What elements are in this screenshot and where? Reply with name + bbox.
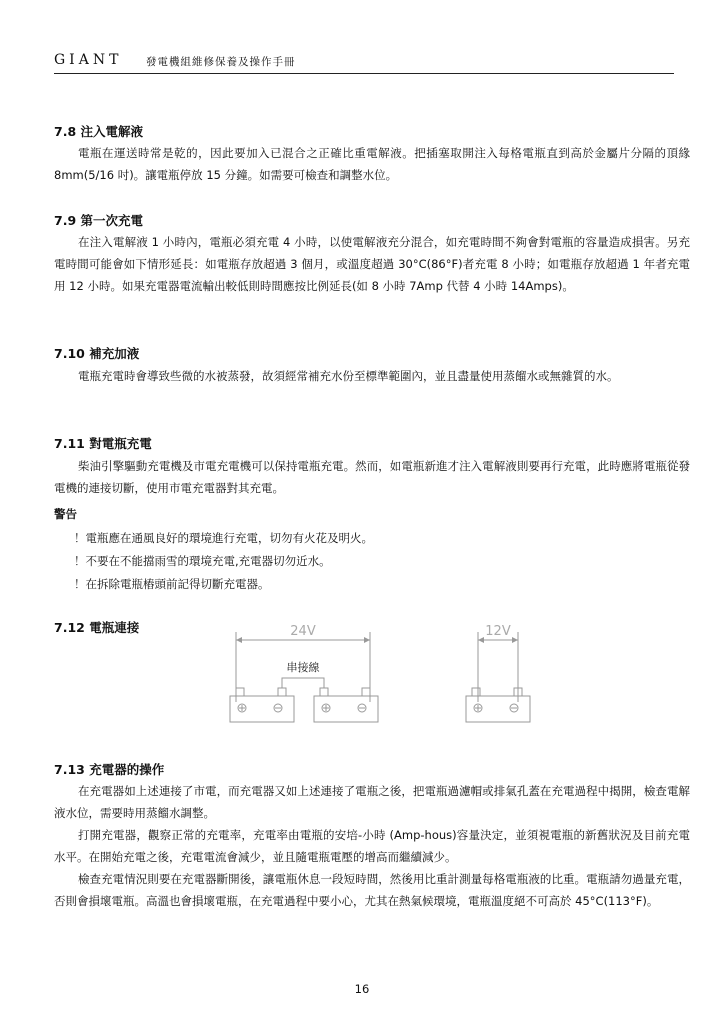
paragraph: 柴油引擎驅動充電機及市電充電機可以保持電瓶充電。然而，如電瓶新進才注入電解液則要再行充電，此時應將電瓶從發電機的連接切斷，使用市電充電器對其充電。	[54, 459, 690, 495]
section-title-7-11: 7.11 對電瓶充電	[54, 436, 152, 451]
series-wire-label: 串接線	[286, 661, 320, 674]
label-12v: 12V	[485, 624, 511, 639]
paragraph: 在充電器如上述連接了市電，而充電器又如上述連接了電瓶之後，把電瓶過濾帽或排氣孔蓋在充電過程中揭開，檢查電解液水位，需要時用蒸餾水調整。	[54, 784, 690, 820]
warning-item: ！電瓶應在通風良好的環境進行充電，切勿有火花及明火。	[74, 531, 373, 545]
section-body-7-8	[54, 142, 690, 186]
header-rule	[54, 73, 674, 74]
manual-title: 發電機組維修保養及操作手冊	[146, 56, 296, 68]
warning-item: ！不要在不能擋雨雪的環境充電,充電器切勿近水。	[74, 554, 331, 568]
section-body-7-9	[54, 231, 690, 297]
section-title-7-8: 7.8 注入電解液	[54, 124, 143, 139]
label-24v: 24V	[290, 624, 316, 639]
battery-connection-diagram	[220, 618, 540, 723]
section-body-7-13	[54, 780, 690, 912]
section-title-7-9: 7.9 第一次充電	[54, 213, 143, 228]
section-body-7-10	[54, 365, 690, 387]
paragraph: 檢查充電情況則要在充電器斷開後，讓電瓶休息一段短時間，然後用比重計測量每格電瓶液的比重。電瓶請勿過量充電，否則會損壞電瓶。高溫也會損壞電瓶，在充電過程中要小心，尤其在熱氣候環境，電瓶溫度絕不可高於 45°C(113°F)。	[54, 872, 690, 908]
warning-item: ！在拆除電瓶樁頭前記得切斷充電器。	[74, 577, 270, 591]
battery-2	[314, 696, 378, 722]
section-title-7-10: 7.10 補充加液	[54, 346, 140, 361]
section-title-7-13: 7.13 充電器的操作	[54, 762, 165, 777]
page-number: 16	[354, 982, 370, 996]
warning-list	[74, 527, 373, 596]
page-header	[54, 52, 674, 74]
battery-1	[230, 696, 294, 722]
brand-logo-text: GIANT	[54, 52, 123, 68]
section-body-7-11	[54, 455, 690, 499]
warning-title: 警告	[54, 507, 77, 521]
paragraph: 電瓶充電時會導致些微的水被蒸發，故須經常補充水份至標準範圍內，並且盡量使用蒸餾水或無雜質的水。	[78, 369, 619, 383]
paragraph: 電瓶在運送時常是乾的，因此要加入已混合之正確比重電解液。把插塞取開注入每格電瓶直到高於金屬片分隔的頂緣 8mm(5/16 吋)。讓電瓶停放 15 分鐘。如需要可檢查和調整水位。	[54, 146, 690, 182]
paragraph: 打開充電器，觀察正常的充電率，充電率由電瓶的安培-小時 (Amp-hous)容量決定，並須視電瓶的新舊狀況及目前充電水平。在開始充電之後，充電電流會減少，並且隨電瓶電壓的增高而繼續減少。	[54, 828, 690, 864]
section-title-7-12: 7.12 電瓶連接	[54, 620, 140, 635]
series-wire	[282, 678, 324, 688]
paragraph: 在注入電解液 1 小時內，電瓶必須充電 4 小時，以使電解液充分混合，如充電時間不夠會對電瓶的容量造成損害。另充電時間可能會如下情形延長：如電瓶存放超過 3 個月，或溫度超過 30°C(86°F)者充電 8 小時；如電瓶存放超過 1 年者充電用 12 小時。如果充電器電流輸出較低則時間應按比例延長(如 8 小時 7Amp 代替 4 小時 14Amps)。	[54, 235, 690, 293]
battery-3	[466, 696, 530, 722]
